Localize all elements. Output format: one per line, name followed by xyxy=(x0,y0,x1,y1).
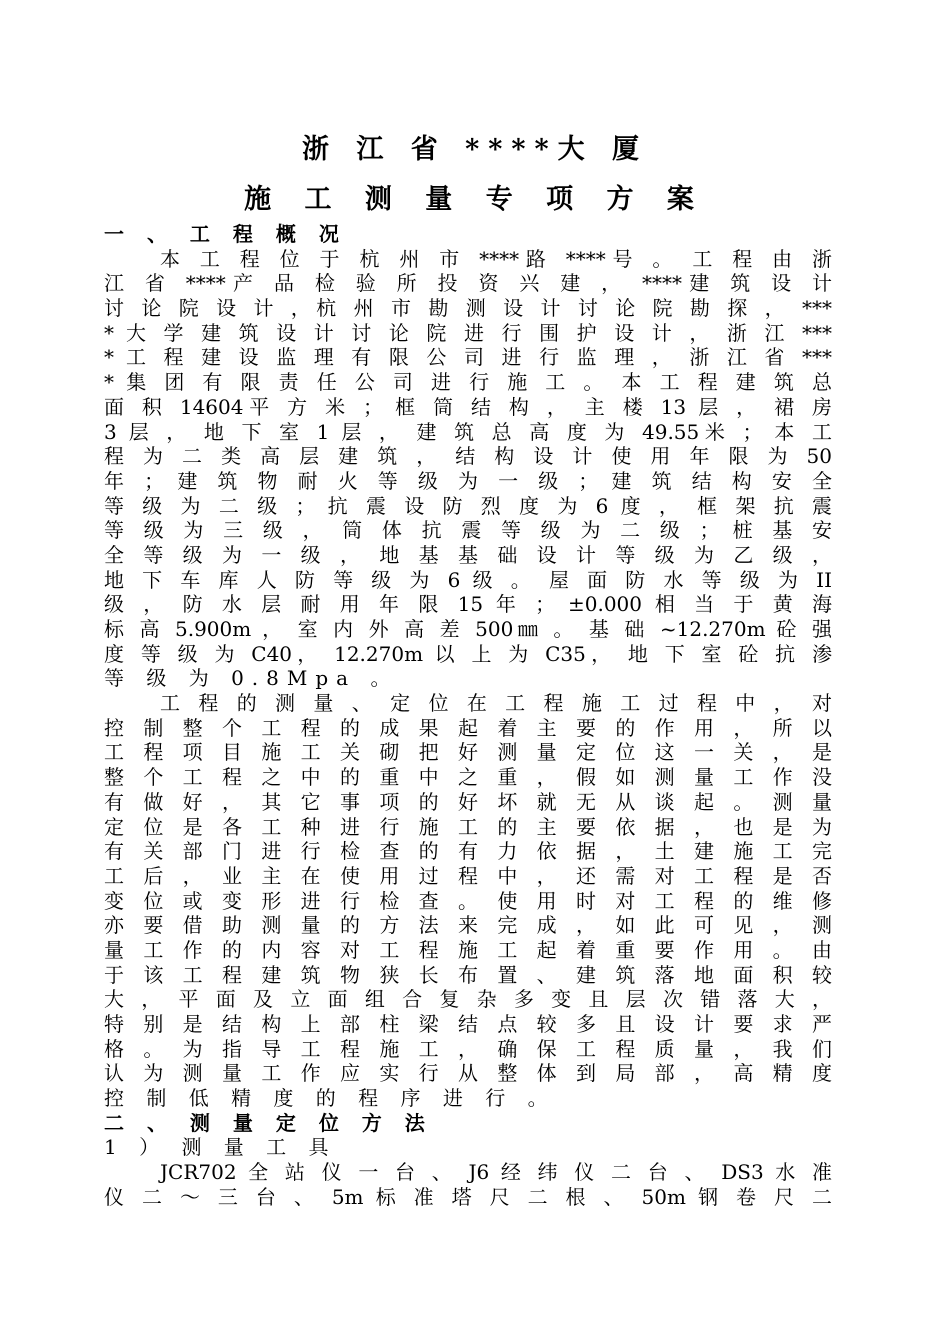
body-text-line: 仪 二 ～ 三 台 、 5m 标 准 塔 尺 二 根 、 50m 钢 卷 尺 二 xyxy=(104,1184,832,1209)
section-heading: 二 、 测 量 定 位 方 法 xyxy=(104,1110,433,1135)
body-text-line: 年 ； 建 筑 物 耐 火 等 级 为 一 级 ； 建 筑 结 构 安 全 xyxy=(104,468,832,493)
body-text-line: 大 ， 平 面 及 立 面 组 合 复 杂 多 变 且 层 次 错 落 大 ， xyxy=(104,987,832,1012)
document-subtitle: 施 工 测 量 专 项 方 案 xyxy=(244,184,706,215)
section-heading: 一 、 工 程 概 况 xyxy=(104,222,347,246)
body-text-line: 等 级 为 二 级 ； 抗 震 设 防 烈 度 为 6 度 ， 框 架 抗 震 xyxy=(104,493,832,518)
body-text-line: 整 个 工 程 之 中 的 重 中 之 重 ， 假 如 测 量 工 作 没 xyxy=(104,765,832,790)
body-text-line: 1 ） 测 量 工 具 xyxy=(104,1135,337,1160)
body-text-line: 控 制 整 个 工 程 的 成 果 起 着 主 要 的 作 用 ， 所 以 xyxy=(104,715,832,740)
body-text-line: 工 程 项 目 施 工 关 砌 把 好 测 量 定 位 这 一 关 ， 是 xyxy=(104,740,832,765)
body-text-line: * 工 程 建 设 监 理 有 限 公 司 进 行 监 理 ， 浙 江 省 *** xyxy=(104,345,832,370)
body-text-line: 定 位 是 各 工 种 进 行 施 工 的 主 要 依 据 ， 也 是 为 xyxy=(104,814,832,839)
body-text-line: 标 高 5.900m ， 室 内 外 高 差 500㎜ 。 基 础 ~12.270m 砼 强 xyxy=(104,617,832,641)
body-text-line: 等 级 为 三 级 ， 筒 体 抗 震 等 级 为 二 级 ； 桩 基 安 xyxy=(104,518,832,543)
body-text-line: 等 级 为 0.8Mpa 。 xyxy=(104,666,399,691)
body-text-line: 江 省 ****产 品 检 验 所 投 资 兴 建 ， ****建 筑 设 计 xyxy=(104,271,832,296)
body-text-line: 工 后 ， 业 主 在 使 用 过 程 中 ， 还 需 对 工 程 是 否 xyxy=(104,863,832,888)
body-text-line: JCR702 全 站 仪 一 台 、 J6 经 纬 仪 二 台 、 DS3 水 准 xyxy=(160,1160,832,1185)
body-text-line: 格 。 为 指 导 工 程 施 工 ， 确 保 工 程 质 量 ， 我 们 xyxy=(104,1036,832,1061)
body-text-line: 有 做 好 ， 其 它 事 项 的 好 坏 就 无 从 谈 起 。 测 量 xyxy=(104,789,832,814)
document-body xyxy=(104,222,832,1210)
body-text-line: 有 关 部 门 进 行 检 查 的 有 力 依 据 ， 土 建 施 工 完 xyxy=(104,839,832,864)
body-text-line: 面 积 14604平 方 米 ； 框 筒 结 构 ， 主 楼 13 层 ， 裙 房 xyxy=(104,394,832,419)
body-text-line: 量 工 作 的 内 容 对 工 程 施 工 起 着 重 要 作 用 。 由 xyxy=(104,937,832,962)
body-text-line: 地 下 车 库 人 防 等 级 为 6 级 。 屋 面 防 水 等 级 为 II xyxy=(104,567,832,592)
body-text-line: 度 等 级 为 C40， 12.270m 以 上 为 C35， 地 下 室 砼 抗 渗 xyxy=(104,641,832,666)
body-text-line: 认 为 测 量 工 作 应 实 行 从 整 体 到 局 部 ， 高 精 度 xyxy=(104,1061,832,1086)
body-text-line: 控 制 低 精 度 的 程 序 进 行 。 xyxy=(104,1086,556,1111)
body-text-line: 亦 要 借 助 测 量 的 方 法 来 完 成 ， 如 此 可 见 ， 测 xyxy=(104,913,832,938)
body-text-line: 3 层 ， 地 下 室 1 层 ， 建 筑 总 高 度 为 49.55米 ； 本 工 xyxy=(104,419,832,444)
body-text-line: 特 别 是 结 构 上 部 柱 梁 结 点 较 多 且 设 计 要 求 严 xyxy=(104,1012,832,1036)
body-text-line: 工 程 的 测 量 、 定 位 在 工 程 施 工 过 程 中 ， 对 xyxy=(160,691,832,716)
body-text-line: 级 ， 防 水 层 耐 用 年 限 15 年 ； ±0.000 相 当 于 黄 海 xyxy=(104,592,832,617)
body-text-line: * 大 学 建 筑 设 计 讨 论 院 进 行 围 护 设 计 ， 浙 江 *** xyxy=(104,320,832,345)
body-text-line: 变 位 或 变 形 进 行 检 查 。 使 用 时 对 工 程 的 维 修 xyxy=(104,888,832,913)
body-text-line: 程 为 二 类 高 层 建 筑 ， 结 构 设 计 使 用 年 限 为 50 xyxy=(104,444,832,469)
body-text-line: * 集 团 有 限 责 任 公 司 进 行 施 工 。 本 工 程 建 筑 总 xyxy=(104,370,832,395)
body-text-line: 全 等 级 为 一 级 ， 地 基 基 础 设 计 等 级 为 乙 级 ， xyxy=(104,542,832,567)
body-text-line: 讨 论 院 设 计 ，杭 州 市 勘 测 设 计 讨 论 院 勘 探 ， *** xyxy=(104,296,832,321)
body-text-line: 于 该 工 程 建 筑 物 狭 长 布 置 、 建 筑 落 地 面 积 较 xyxy=(104,962,832,987)
document-title: 浙 江 省 ****大 厦 xyxy=(301,134,649,165)
body-text-line: 本 工 程 位 于 杭 州 市 ****路 ****号 。 工 程 由 浙 xyxy=(160,246,832,271)
